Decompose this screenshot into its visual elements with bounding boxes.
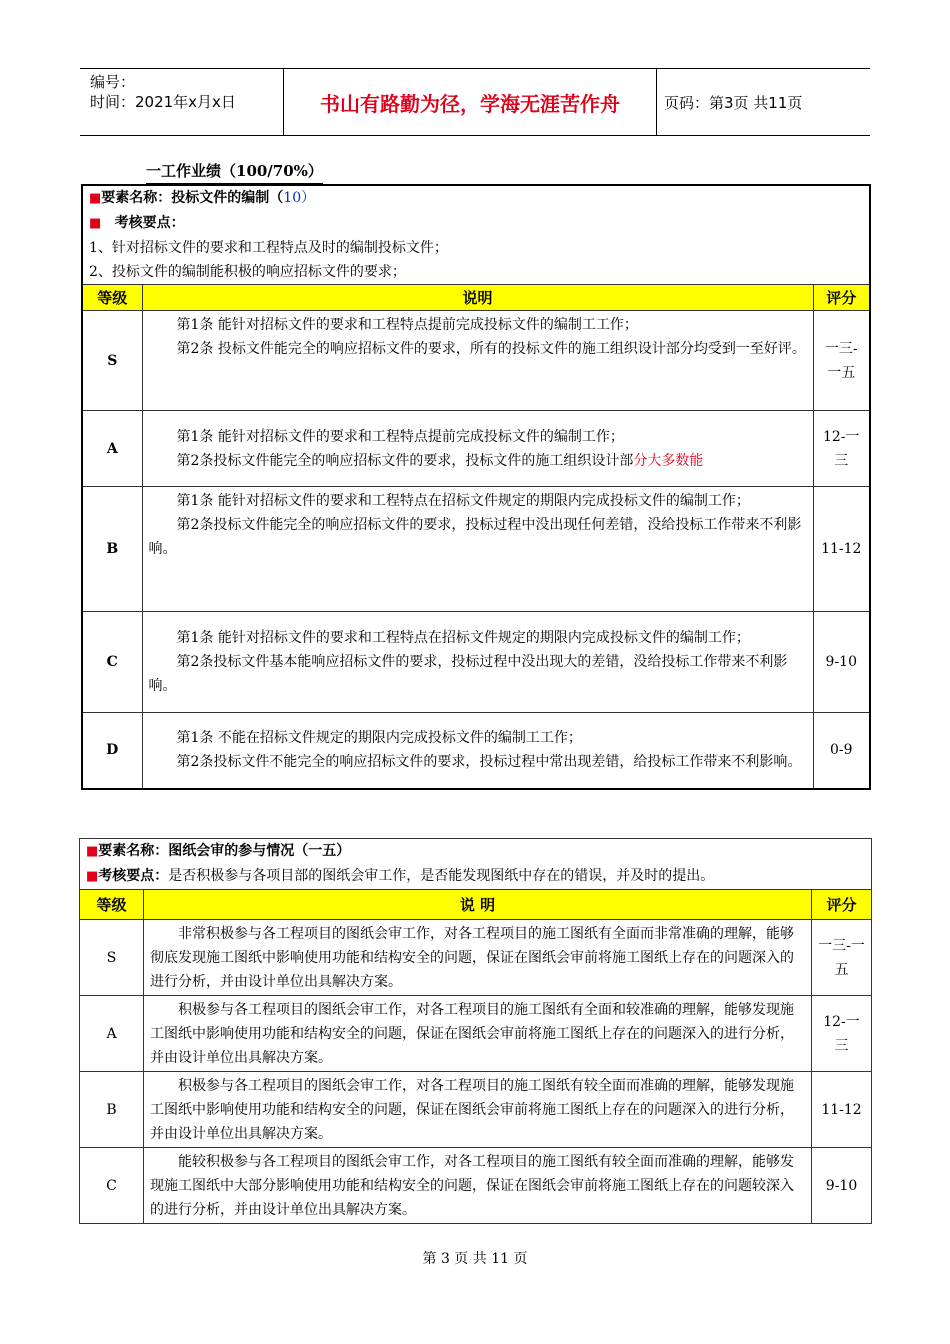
desc-cell	[142, 311, 813, 411]
table-row	[80, 996, 872, 1072]
table-row	[82, 487, 870, 612]
table-row	[82, 411, 870, 487]
table-bid-documents	[81, 184, 871, 790]
desc-p2: 第2条投标文件不能完全的响应招标文件的要求，投标过程中常出现差错，给投标工作带来不利影响。	[176, 754, 802, 771]
desc-p2: 第2条投标文件能完全的响应招标文件的要求，投标文件的施工组织设计部	[176, 452, 634, 469]
score-cell: 12-一三	[813, 411, 870, 487]
points-text: 是否积极参与各项目部的图纸会审工作，是否能发现图纸中存在的错误，并及时的提出。	[168, 868, 715, 884]
grade-cell: C	[80, 1148, 144, 1224]
desc-text: 积极参与各工程项目的图纸会审工作，对各工程项目的施工图纸有较全面而准确的理解，能够发现施工图纸中影响使用功能和结构安全的问题，保证在图纸会审前将施工图纸上存在的问题深入的进行分析，并由设计单位出具解决方案。	[150, 1077, 794, 1142]
desc-cell	[142, 713, 813, 789]
grade-cell: A	[80, 996, 144, 1072]
score-cell: 12-一三	[812, 996, 872, 1072]
col-desc-header: 说 明	[144, 890, 812, 920]
col-score-header: 评分	[813, 285, 870, 311]
table-row	[80, 920, 872, 996]
desc-text: 非常积极参与各工程项目的图纸会审工作，对各工程项目的施工图纸有全面而非常准确的理解，能够彻底发现施工图纸中影响使用功能和结构安全的问题，保证在图纸会审前将施工图纸上存在的问题深入的进行分析，并由设计单位出具解决方案。	[150, 925, 794, 990]
col-grade-header: 等级	[82, 285, 142, 311]
desc-cell	[144, 996, 812, 1072]
square-bullet-icon: ■	[89, 191, 102, 206]
page-number-label: 页码：第3页 共11页	[664, 93, 803, 112]
grade-cell: B	[80, 1072, 144, 1148]
desc-p2: 第2条投标文件能完全的响应招标文件的要求，投标过程中没出现任何差错，没给投标工作带来不利影响。	[148, 517, 802, 557]
desc-cell	[144, 1072, 812, 1148]
table-row	[82, 612, 870, 713]
element-name: 要素名称：投标文件的编制（	[101, 190, 284, 206]
element-name-row	[80, 839, 872, 865]
element-score: 10	[283, 190, 302, 206]
square-bullet-icon: ■	[86, 869, 99, 884]
desc-cell	[142, 487, 813, 612]
desc-p2-highlight: 分大多数能	[633, 452, 704, 469]
time-label: 时间：2021年x月x日	[90, 93, 236, 111]
motto: 书山有路勤为径，学海无涯苦作舟	[283, 69, 657, 135]
score-cell: 9-10	[813, 612, 870, 713]
desc-cell	[142, 411, 813, 487]
grade-cell: A	[82, 411, 142, 487]
point-2: 2、投标文件的编制能积极的响应招标文件的要求；	[82, 260, 870, 285]
points-label: 考核要点：	[114, 215, 185, 231]
grade-cell: C	[82, 612, 142, 713]
page-footer: 第 3 页 共 11 页	[422, 1251, 528, 1267]
desc-text: 能较积极参与各工程项目的图纸会审工作，对各工程项目的施工图纸有较全面而准确的理解，能够发现施工图纸中大部分影响使用功能和结构安全的问题，保证在图纸会审前将施工图纸上存在的问题较深入的进行分析，并由设计单位出具解决方案。	[150, 1153, 794, 1218]
element-name-row	[82, 185, 870, 211]
desc-p1: 第1条 能针对招标文件的要求和工程特点在招标文件规定的期限内完成投标文件的编制工作；	[176, 630, 750, 646]
desc-cell	[144, 1148, 812, 1224]
element-name-suffix: ）	[301, 190, 316, 206]
desc-p1: 第1条 不能在招标文件规定的期限内完成投标文件的编制工工作；	[176, 730, 582, 747]
score-cell: 9-10	[812, 1148, 872, 1224]
table-row	[80, 1148, 872, 1224]
col-grade-header: 等级	[80, 890, 144, 920]
table-row	[82, 311, 870, 411]
grade-cell: D	[82, 713, 142, 789]
desc-cell	[142, 612, 813, 713]
col-score-header: 评分	[812, 890, 872, 920]
desc-p1: 第1条 能针对招标文件的要求和工程特点提前完成投标文件的编制工工作；	[176, 317, 638, 333]
section-title	[146, 160, 323, 181]
points-row	[80, 864, 872, 890]
square-bullet-icon: ■	[86, 844, 99, 859]
desc-cell	[144, 920, 812, 996]
header-left	[80, 69, 282, 135]
table-drawing-review	[79, 838, 872, 1224]
grade-cell: S	[80, 920, 144, 996]
number-label: 编号：	[90, 73, 136, 91]
desc-p1: 第1条 能针对招标文件的要求和工程特点提前完成投标文件的编制工作；	[176, 428, 624, 445]
desc-p1: 第1条 能针对招标文件的要求和工程特点在招标文件规定的期限内完成投标文件的编制工作；	[176, 493, 750, 509]
grade-cell: S	[82, 311, 142, 411]
page-header	[80, 68, 870, 136]
score-cell: 一三-一五	[813, 311, 870, 411]
element-name: 要素名称：图纸会审的参与情况（一五）	[98, 843, 351, 859]
grade-cell: B	[82, 487, 142, 612]
score-cell: 一三-一五	[812, 920, 872, 996]
score-cell: 11-12	[812, 1072, 872, 1148]
points-label: 考核要点：	[98, 868, 169, 884]
score-cell: 0-9	[813, 713, 870, 789]
point-1: 1、针对招标文件的要求和工程特点及时的编制投标文件；	[82, 236, 870, 260]
score-cell: 11-12	[813, 487, 870, 612]
col-desc-header: 说明	[142, 285, 813, 311]
square-bullet-icon: ■	[89, 216, 102, 231]
desc-p2: 第2条投标文件基本能响应招标文件的要求，投标过程中没出现大的差错，没给投标工作带来不利影响。	[148, 654, 788, 694]
section-title-text: 一工作业绩（100/70%）	[146, 162, 323, 180]
desc-p2: 第2条 投标文件能完全的响应招标文件的要求，所有的投标文件的施工组织设计部分均受到一至好评。	[176, 341, 806, 357]
desc-text: 积极参与各工程项目的图纸会审工作，对各工程项目的施工图纸有全面和较准确的理解，能够发现施工图纸中影响使用功能和结构安全的问题，保证在图纸会审前将施工图纸上存在的问题深入的进行分析，并由设计单位出具解决方案。	[150, 1001, 794, 1066]
points-label-row	[82, 211, 870, 236]
table-row	[82, 713, 870, 789]
table-row	[80, 1072, 872, 1148]
